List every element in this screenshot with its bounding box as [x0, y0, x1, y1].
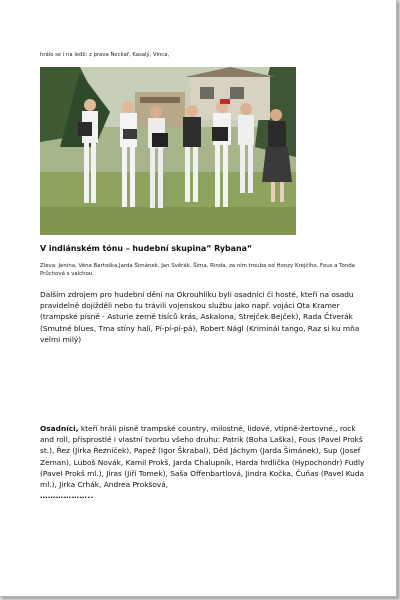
ellipsis-dots: ………………..: [40, 491, 94, 501]
body-paragraph-2: [40, 423, 366, 501]
band-photo: [40, 67, 296, 235]
photo-top-caption: hrálo se i na ledě: z prava Neckař, Kasalý, Vinca,: [40, 52, 170, 58]
section-heading: V indiánském tónu – hudební skupina“ Rybana“: [40, 244, 253, 253]
paragraph-lead: Osadníci,: [40, 424, 79, 433]
photo-caption: Zleva: Jenina, Véna Bartoška,Jarda Šimánek, Jan Svěrák, Šima, Rinda, za ním trouba od Honzy Krejčího, Fous a Tonda Průchová s valchou.: [40, 263, 355, 278]
body-paragraph-1: Dalším zdrojem pro hudební dění na Okrouhlíku byli osadníci či hosté, kteří na osadu pravidelně dojížděli nebo tu trávili vojenskou službu jako např. vojáci Ota Kramer (trampské písně - Asturie země tisíců krás, Askalona, Strejček Bejček), Rada Čtverák (Smutné blues, Tma stíny halí, Pí-pí-pí-pá), Robert Nágl (Kriminál tango, Raz si ku mňa velmi milý): [40, 290, 360, 344]
paragraph-text: kteří hráli písně trampské country, milostné, lidové, vtipně-žertovné., rock and roll, přisprostlé i vlastní tvorbu všeho druhu: Patrik (Boha Laška), Fous (Pavel Prokš st.), Řez (Jirka Řezníček), Papež (Igor Škrabal), Děd Jáchym (Jarda Šimánek), Sup (Josef Zeman), Luboš Novák, Kamil Prokš, Jarda Chalupník, Harda hrdlička (Hypochondr) Fudly (Pavel Prokš ml.), Jiras (Jiří Tomek), Saša Offenbartlová, Jindra Kočka, Čuňas (Pavel Kuda ml.), Jirka Crhák, Andrea Prokšová,: [40, 424, 365, 490]
